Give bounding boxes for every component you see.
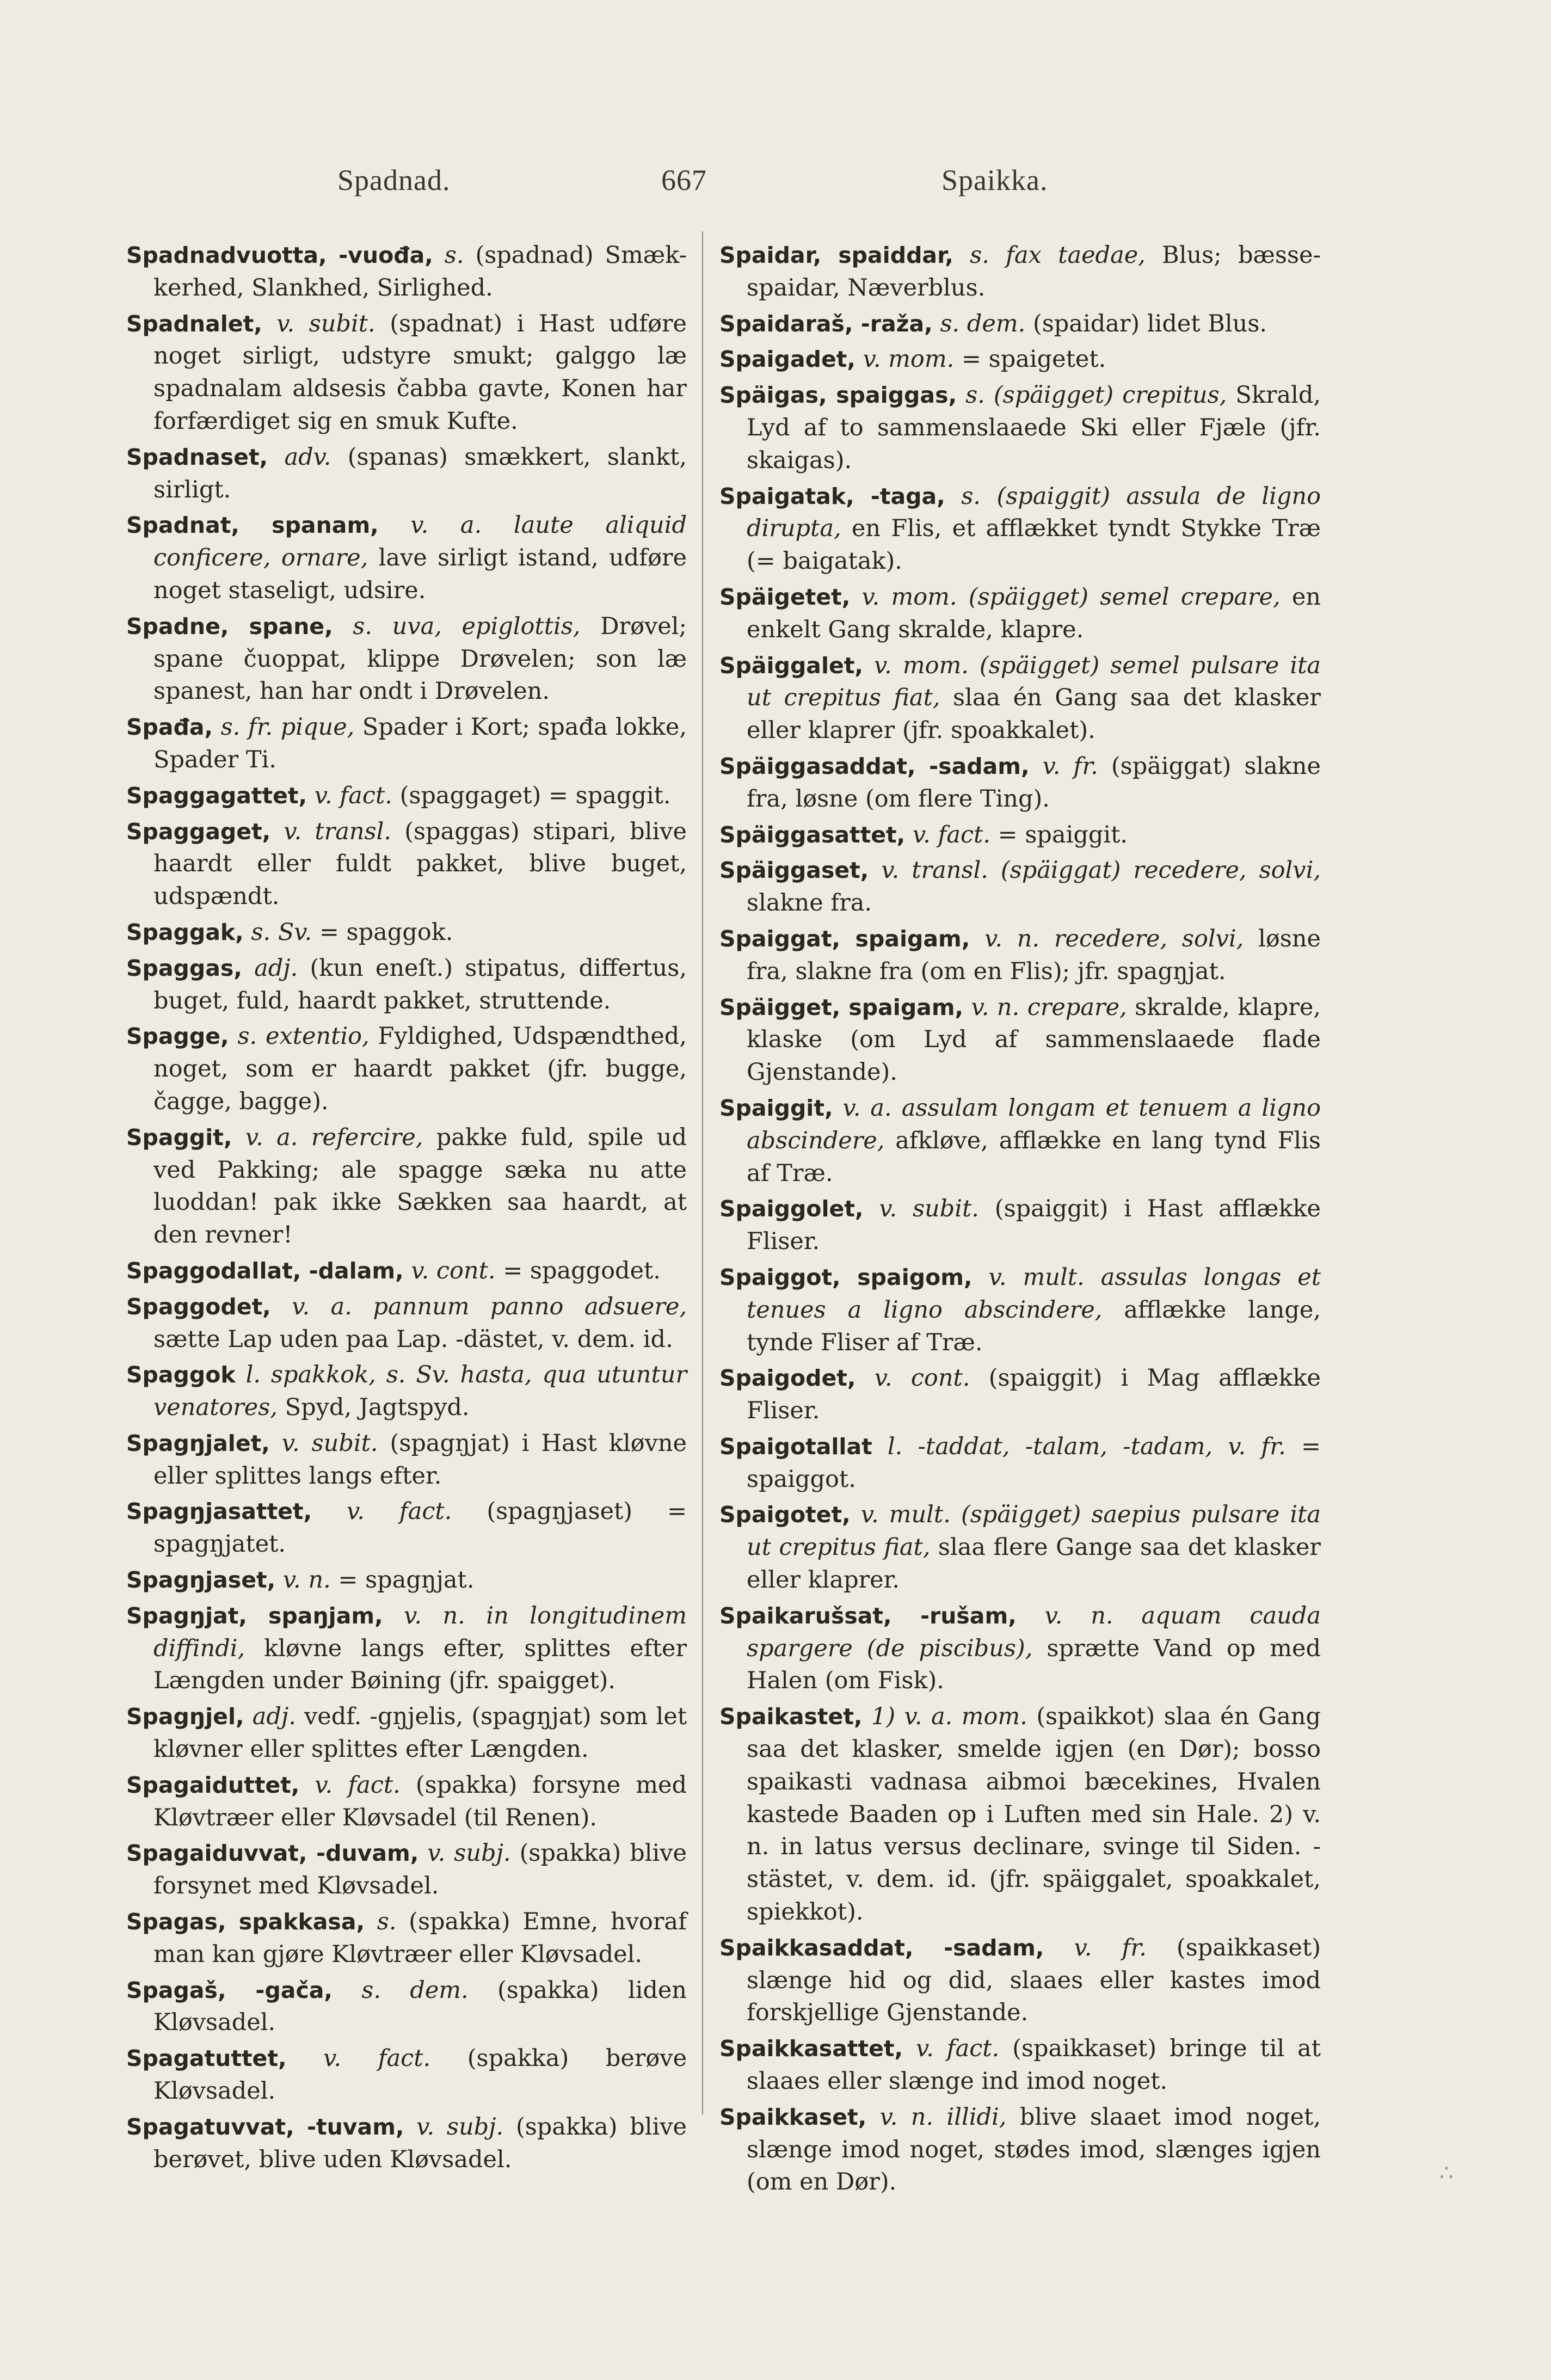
dictionary-entry [719,1600,1321,1698]
entry-headword: Spaggak, [126,919,244,945]
entry-definition: vedf. -gŋjelis, (spagŋjat) som let kløvner eller splittes efter Længden. [153,1703,687,1763]
dictionary-entry [126,1906,687,1971]
entry-definition: (spakka) Emne, hvoraf man kan gjøre Kløvtræer eller Kløvsadel. [153,1908,687,1968]
ornament-mark: ∴ [1439,2161,1454,2186]
entry-headword: Spadne, spane, [126,613,333,639]
dictionary-entry [126,1769,687,1835]
entry-grammar: v. transl. (späiggat) recedere, solvi, [881,857,1321,884]
entry-grammar: v. mom. (späigget) semel crepare, [861,583,1281,611]
entry-definition: (spaggaget) = spaggit. [399,782,671,809]
entry-headword: Spagatuvvat, -tuvam, [126,2113,404,2140]
entry-headword: Spagŋjaset, [126,1567,276,1594]
entry-definition: (spaidar) lidet Blus. [1032,310,1267,337]
entry-definition: Spader i Kort; spađa lokke, Spader Ti. [153,714,687,773]
entry-headword: Spaidaraš, -raža, [719,310,933,337]
entry-definition: (spadnat) i Hast udføre noget sirligt, udstyre smukt; galggo læ spadnalam aldsesis čabba gavte, Konen har forfærdiget sig en smuk Kufte. [153,310,687,435]
entry-definition: en Flis, et afflækket tyndt Stykke Træ (= baigatak). [747,515,1321,575]
page-number: 667 [661,164,707,196]
entry-grammar: v. a. refercire, [245,1123,423,1151]
dictionary-entry [126,611,687,708]
entry-definition: slakne fra. [747,889,872,917]
entry-definition: (kun eneſt.) stipatus, differtus, buget, fuld, haardt pakket, struttende. [153,954,687,1014]
entry-headword: Spaikastet, [719,1703,863,1730]
entry-headword: Spaiggolet, [719,1196,864,1222]
entry-definition: en enkelt Gang skralde, klapre. [747,583,1321,643]
entry-definition: = spaggok. [319,918,453,946]
entry-headword: Spagaš, -gača, [126,1977,333,2003]
dictionary-entry [719,343,1321,376]
dictionary-entry [719,650,1321,747]
entry-grammar: v. subj. [427,1840,511,1867]
page-header [0,163,1551,207]
dictionary-entry [719,1499,1321,1596]
entry-grammar: v. fact. [314,782,392,809]
entry-definition: (spanas) smækkert, slankt, sirligt. [153,443,687,503]
dictionary-entry [126,1020,687,1118]
running-head-right: Spaikka. [941,164,1048,196]
entry-headword: Spaikarušsat, -rušam, [719,1602,1017,1629]
entry-headword: Späigetet, [719,583,851,610]
dictionary-entry [126,917,687,949]
entry-grammar: v. a. laute aliquid conficere, ornare, [153,512,687,572]
dictionary-entry [126,1600,687,1698]
dictionary-entry [126,711,687,777]
dictionary-entry [126,816,687,913]
dictionary-entry [719,1193,1321,1258]
dictionary-entry [719,481,1321,578]
entry-grammar: s. (spaiggit) assula de ligno dirupta, [747,482,1321,543]
entry-grammar: v. subit. [276,310,376,337]
entry-grammar: v. a. assulam longam et tenuem a ligno abscindere, [747,1094,1321,1154]
entry-grammar: s. fr. pique, [220,714,355,741]
dictionary-entry [126,2043,687,2108]
entry-grammar: v. mom. [863,346,955,373]
entry-grammar: v. mult. assulas longas et tenues a ligno abscindere, [747,1263,1321,1324]
dictionary-entry [126,2111,687,2176]
entry-headword: Spaigadet, [719,346,855,373]
entry-definition: (spakka) blive forsynet med Kløvsadel. [153,1840,687,1900]
entry-headword: Spaiggit, [719,1094,833,1121]
entry-grammar: v. a. pannum panno adsuere, [292,1293,687,1320]
column-divider [702,231,703,2114]
entry-headword: Spadnaset, [126,444,268,470]
entry-headword: Späiggasaddat, -sadam, [719,753,1030,779]
entry-headword: Spaiggat, spaigam, [719,925,970,952]
entry-headword: Spaigotallat [719,1433,872,1460]
entry-headword: Spagŋjel, [126,1703,244,1730]
entry-grammar: l. spakkok, s. Sv. hasta, qua utuntur venatores, [153,1361,687,1422]
entry-definition: = spaiggit. [998,821,1128,848]
dictionary-entry [126,1428,687,1493]
entry-definition: = spaggodet. [503,1257,661,1284]
entry-headword: Spagŋjat, spaŋjam, [126,1602,383,1629]
entry-definition: (spakka) forsyne med Kløvtræer eller Kløvsadel (til Renen). [153,1771,687,1831]
entry-grammar: s. Sv. [251,918,312,946]
entry-definition: Fyldighed, Udspændthed, noget, som er haardt pakket (jfr. bugge, čagge, bagge). [153,1023,687,1115]
entry-definition: afkløve, afflække en lang tynd Flis af Træ. [747,1127,1321,1187]
entry-grammar: v. fact. [912,821,990,848]
entry-definition: skralde, klapre, klaske (om Lyd af sammenslaaede flade Gjenstande). [747,993,1321,1086]
entry-definition: sprætte Vand op med Halen (om Fisk). [747,1634,1321,1695]
dictionary-entry [719,1431,1321,1496]
entry-grammar: v. n. recedere, solvi, [984,925,1244,952]
entry-definition: = spaigetet. [961,346,1106,373]
entry-grammar: v. subj. [416,2113,504,2141]
entry-grammar: v. fact. [323,2045,431,2072]
entry-grammar: v. n. in longitudinem diffindi, [153,1602,687,1662]
entry-grammar: v. cont. [411,1257,496,1284]
entry-headword: Spaggodet, [126,1293,271,1320]
entry-definition: (spadnad) Smæk-kerhed, Slankhed, Sirlighed. [153,242,687,302]
entry-grammar: s. dem. [361,1976,469,2004]
entry-headword: Spaggaget, [126,818,271,845]
entry-definition: (spaikkaset) slænge hid og did, slaaes eller kastes imod forskjellige Gjenstande. [747,1934,1321,2027]
dictionary-entry [719,2033,1321,2098]
dictionary-entry [126,1701,687,1766]
dictionary-entry [126,1975,687,2040]
dictionary-entry [719,1092,1321,1190]
entry-grammar: s. [377,1908,397,1936]
dictionary-entry [126,509,687,607]
dictionary-entry [719,1362,1321,1428]
entry-definition: = spaiggot. [747,1432,1321,1493]
entry-grammar: adj. [252,1703,296,1731]
entry-definition: sætte Lap uden paa Lap. -dästet, v. dem. id. [153,1325,673,1353]
dictionary-entry [719,1262,1321,1359]
entry-grammar: v. transl. [284,817,392,845]
entry-definition: Drøvel; spane čuoppat, klippe Drøvelen; son læ spanest, han har ondt i Drøvelen. [153,612,687,705]
entry-definition: (spaiggit) i Mag afflække Fliser. [747,1364,1321,1425]
dictionary-entry [719,308,1321,341]
entry-definition: kløvne langs efter, splittes efter Længden under Bøining (jfr. spaigget). [153,1634,687,1695]
dictionary-entry [719,239,1321,305]
dictionary-entry [719,992,1321,1089]
entry-definition: (späiggat) slakne fra, løsne (om flere Ting). [747,752,1321,813]
entry-grammar: l. -taddat, -talam, -tadam, v. fr. [887,1432,1286,1460]
dictionary-entry [126,441,687,507]
entry-grammar: v. subit. [879,1195,979,1223]
entry-definition: (spakka) blive berøvet, blive uden Kløvsadel. [153,2113,687,2173]
entry-grammar: v. mom. (späigget) semel pulsare ita ut crepitus fiat, [747,651,1321,712]
entry-definition: slaa flere Gange saa det klasker eller klaprer. [747,1534,1321,1594]
entry-definition: Skrald, Lyd af to sammenslaaede Ski eller Fjæle (jfr. skaigas). [747,382,1321,474]
entry-headword: Spaikkaset, [719,2104,867,2130]
entry-grammar: s. extentio, [237,1023,370,1050]
entry-grammar: s. fax taedae, [970,242,1146,269]
entry-headword: Spagŋjalet, [126,1430,270,1456]
entry-headword: Spadnadvuotta, -vuođa, [126,242,433,268]
entry-definition: (spakka) liden Kløvsadel. [153,1976,687,2037]
entry-headword: Spaigodet, [719,1365,856,1392]
entry-grammar: v. fact. [315,1771,401,1799]
entry-headword: Spagaiduttet, [126,1772,300,1798]
entry-definition: slaa én Gang saa det klasker eller klaprer (jfr. spoakkalet). [747,684,1321,745]
entry-headword: Spagatuttet, [126,2045,287,2072]
entry-headword: Spagas, spakkasa, [126,1909,365,1935]
dictionary-entry [719,751,1321,816]
right-column [719,239,1321,2202]
entry-definition: pakke fuld, spile ud ved Pakking; ale spagge sæka nu atte luoddan! pak ikke Sækken saa haardt, at den revner! [153,1123,687,1249]
running-head-left: Spadnad. [337,164,451,196]
entry-definition: lave sirligt istand, udføre noget staseligt, udsire. [153,544,687,604]
entry-definition: blive slaaet imod noget, slænge imod noget, stødes imod, slænges igjen (om en Dør). [747,2103,1321,2196]
dictionary-entry [126,1496,687,1561]
entry-headword: Spaggagattet, [126,782,307,809]
left-column [126,239,687,2179]
dictionary-entry [126,1291,687,1356]
entry-headword: Spagge, [126,1023,229,1050]
entry-definition: Spyd, Jagtspyd. [285,1394,470,1422]
entry-definition: (spakka) berøve Kløvsadel. [153,2045,687,2105]
entry-definition: (spagŋjaset) = spagŋjatet. [153,1498,687,1558]
dictionary-entry [719,2101,1321,2199]
entry-grammar: v. n. illidi, [879,2103,1007,2131]
entry-headword: Spaiggot, spaigom, [719,1264,973,1290]
entry-headword: Spaigatak, -taga, [719,483,945,509]
entry-grammar: v. n. [282,1566,331,1594]
entry-grammar: v. n. crepare, [971,993,1127,1021]
entry-definition: (spagŋjat) i Hast kløvne eller splittes langs efter. [153,1429,687,1490]
entry-headword: Spaikkasaddat, -sadam, [719,1934,1044,1961]
entry-grammar: s. uva, epiglottis, [353,612,581,640]
entry-definition: (spaggas) stipari, blive haardt eller fuldt pakket, blive buget, udspændt. [153,817,687,911]
entry-definition: Blus; bæsse-spaidar, Næverblus. [747,242,1321,302]
dictionary-entry [126,1255,687,1288]
entry-headword: Spadnalet, [126,310,262,337]
entry-grammar: v. fr. [1042,752,1098,780]
dictionary-entry [719,819,1321,852]
entry-grammar: 1) v. a. mom. [871,1703,1027,1731]
entry-grammar: v. subit. [281,1429,378,1457]
entry-grammar: v. cont. [874,1364,970,1392]
entry-definition: (spaiggit) i Hast afflække Fliser. [747,1195,1321,1256]
entry-headword: Spaigotet, [719,1502,851,1528]
dictionary-entry [126,1122,687,1252]
entry-definition: løsne fra, slakne fra (om en Flis); jfr. spagŋjat. [747,925,1321,985]
entry-headword: Späiggasattet, [719,821,906,848]
entry-headword: Spađa, [126,714,213,741]
dictionary-entry [126,1359,687,1424]
dictionary-entry [719,923,1321,988]
entry-grammar: s. (späigget) crepitus, [965,382,1227,409]
entry-headword: Späiggaset, [719,857,869,884]
entry-grammar: v. fact. [347,1498,452,1526]
dictionary-entry [719,379,1321,477]
entry-headword: Spaggas, [126,955,242,981]
entry-headword: Späigas, spaiggas, [719,382,957,409]
entry-grammar: s. dem. [940,310,1026,337]
entry-headword: Spagŋjasattet, [126,1498,312,1525]
dictionary-entry [126,308,687,438]
dictionary-entry [126,952,687,1018]
entry-grammar: v. mult. (späigget) saepius pulsare ita ut crepitus fiat, [747,1501,1321,1561]
entry-definition: (spaikkot) slaa én Gang saa det klasker, smelde igjen (en Dør); bosso spaikasti vadnasa aibmoi bæcekines, Hvalen kastede Baaden op i Luften med sin Hale. 2) v. n. in latus versus declinare, svinge til Siden. -stästet, v. dem. id. (jfr. späiggalet, spoakkalet, spiekkot). [747,1703,1321,1926]
entry-headword: Spaggodallat, -dalam, [126,1257,404,1284]
entry-grammar: v. fact. [915,2035,1000,2063]
entry-headword: Späiggalet, [719,652,863,679]
entry-definition: afflække lange, tynde Fliser af Træ. [747,1296,1321,1356]
entry-definition: (spaikkaset) bringe til at slaaes eller slænge ind imod noget. [747,2035,1321,2095]
dictionary-entry [719,854,1321,920]
entry-grammar: v. fr. [1074,1934,1147,1961]
dictionary-entry [719,1701,1321,1929]
dictionary-entry [126,1564,687,1597]
entry-grammar: s. [444,242,464,269]
entry-headword: Spaggit, [126,1124,232,1151]
dictionary-entry [126,1837,687,1903]
dictionary-entry [719,1932,1321,2030]
entry-headword: Spaggok [126,1362,236,1388]
entry-headword: Spaikkasattet, [719,2035,903,2062]
entry-headword: Spadnat, spanam, [126,512,379,539]
dictionary-entry [126,239,687,305]
entry-headword: Spaidar, spaiddar, [719,242,953,268]
entry-definition: = spagŋjat. [338,1566,475,1594]
dictionary-entry [719,581,1321,647]
entry-grammar: v. n. aquam cauda spargere (de piscibus), [747,1602,1321,1662]
entry-headword: Spagaiduvvat, -duvam, [126,1840,419,1867]
entry-headword: Späigget, spaigam, [719,994,964,1020]
entry-grammar: adv. [284,443,331,471]
entry-grammar: adj. [254,954,298,982]
dictionary-entry [126,780,687,813]
